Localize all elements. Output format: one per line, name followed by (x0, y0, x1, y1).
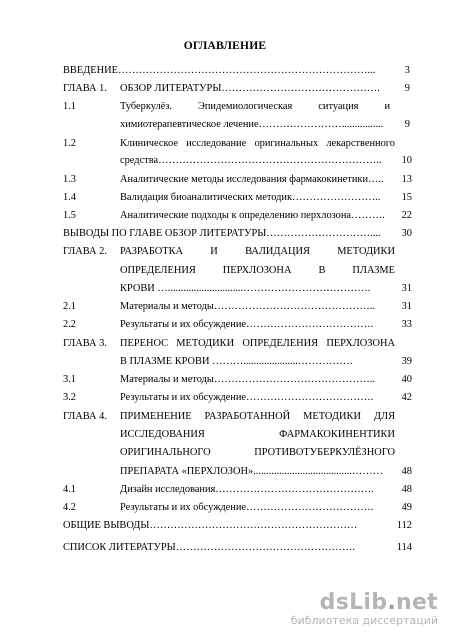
toc-section-number: 3.2 (63, 392, 76, 403)
toc-chapter-title-continued: ИССЛЕДОВАНИЯ ФАРМАКОКИНЕНТИКИ (120, 429, 395, 440)
toc-page-number: 112 (396, 520, 412, 531)
toc-section-title: Результаты и их обсуждение………………………………. (120, 392, 374, 403)
toc-page-number: 48 (401, 484, 412, 495)
toc-chapter-number: ГЛАВА 3. (63, 338, 107, 349)
toc-section-title-continued: химиотерапевтическое лечение……………………................ (120, 119, 384, 130)
toc-section-title: Клиническое исследование оригинальных лекарственного (120, 138, 395, 149)
toc-section-title: Материалы и методы……………………………………….. (120, 374, 375, 385)
toc-page-number: 9 (404, 83, 410, 94)
toc-page-number: 49 (401, 502, 412, 513)
toc-section-title: Дизайн исследования………………………………………. (120, 484, 374, 495)
toc-page-number: 48 (401, 466, 412, 477)
toc-page-number: 39 (401, 356, 412, 367)
toc-section-title-continued: средства……………………………………………………….. (120, 155, 382, 166)
page-title: ОГЛАВЛЕНИЕ (183, 40, 267, 52)
toc-section-number: 1.5 (63, 210, 76, 221)
toc-chapter-title-continued: ПРЕПАРАТА «ПЕРХЛОЗОН»......................................……… (120, 466, 384, 477)
toc-section-number: 1.3 (63, 174, 76, 185)
toc-page-number: 13 (401, 174, 412, 185)
toc-section-number: 1.2 (63, 138, 76, 149)
toc-chapter-title: ПЕРЕНОС МЕТОДИКИ ОПРЕДЕЛЕНИЯ ПЕРХЛОЗОНА (120, 338, 395, 349)
toc-page-number: 42 (401, 392, 412, 403)
toc-entry-introduction: ВВЕДЕНИЕ………………………………………………………………... (63, 65, 376, 76)
toc-chapter-title: РАЗРАБОТКА И ВАЛИДАЦИЯ МЕТОДИКИ (120, 246, 395, 257)
watermark (291, 592, 438, 627)
toc-entry-general-conclusions: ОБЩИЕ ВЫВОДЫ…………………………………………………… (63, 520, 358, 531)
toc-section-number: 1.4 (63, 192, 76, 203)
toc-chapter-number: ГЛАВА 1. (63, 83, 107, 94)
toc-page-number: 31 (401, 301, 412, 312)
toc-page-number: 10 (401, 155, 412, 166)
toc-section-title: Аналитические методы исследования фармакокинетики….. (120, 174, 384, 185)
toc-section-title: Результаты и их обсуждение………………………………. (120, 502, 374, 513)
toc-entry-chapter-conclusions: ВЫВОДЫ ПО ГЛАВЕ ОБЗОР ЛИТЕРАТУРЫ………………………….... (63, 228, 381, 239)
toc-section-title: Валидация биоаналитических методик…………………….. (120, 192, 381, 203)
toc-entry-references: СПИСОК ЛИТЕРАТУРЫ……………………………………………. (63, 542, 355, 553)
toc-page-number: 30 (401, 228, 412, 239)
toc-section-number: 3.1 (63, 374, 76, 385)
toc-page-number: 3 (404, 65, 410, 76)
toc-section-title: Туберкулёз. Эпидемиологическая ситуация и (120, 101, 390, 112)
toc-chapter-title: ОБЗОР ЛИТЕРАТУРЫ………………………………………. (120, 83, 380, 94)
toc-chapter-title-continued: ОПРЕДЕЛЕНИЯ ПЕРХЛОЗОНА В ПЛАЗМЕ (120, 265, 395, 276)
toc-section-number: 4.2 (63, 502, 76, 513)
toc-page-number: 9 (404, 119, 410, 130)
toc-page-number: 40 (401, 374, 412, 385)
toc-section-title: Материалы и методы……………………………………….. (120, 301, 375, 312)
toc-section-number: 1.1 (63, 101, 76, 112)
toc-chapter-number: ГЛАВА 4. (63, 411, 107, 422)
toc-page-number: 114 (396, 542, 412, 553)
toc-chapter-title: ПРИМЕНЕНИЕ РАЗРАБОТАННОЙ МЕТОДИКИ ДЛЯ (120, 411, 395, 422)
toc-page-number: 31 (401, 283, 412, 294)
watermark-logo: dsLib.net (319, 590, 438, 615)
watermark-subtitle: библиотека диссертаций (290, 614, 438, 627)
toc-section-title: Результаты и их обсуждение………………………………. (120, 319, 374, 330)
toc-chapter-title-continued: КРОВИ ….............................………………………………. (120, 283, 371, 294)
toc-chapter-number: ГЛАВА 2. (63, 246, 107, 257)
toc-page-number: 33 (401, 319, 412, 330)
toc-chapter-title-continued: ОРИГИНАЛЬНОГО ПРОТИВОТУБЕРКУЛЁЗНОГО (120, 447, 395, 458)
toc-page-number: 15 (401, 192, 412, 203)
toc-section-number: 2.1 (63, 301, 76, 312)
toc-section-title: Аналитические подходы к определению перхлозона………. (120, 210, 385, 221)
toc-chapter-title-continued: В ПЛАЗМЕ КРОВИ ……….....................……………. (120, 356, 353, 367)
toc-page-number: 22 (401, 210, 412, 221)
toc-section-number: 2.2 (63, 319, 76, 330)
toc-section-number: 4.1 (63, 484, 76, 495)
